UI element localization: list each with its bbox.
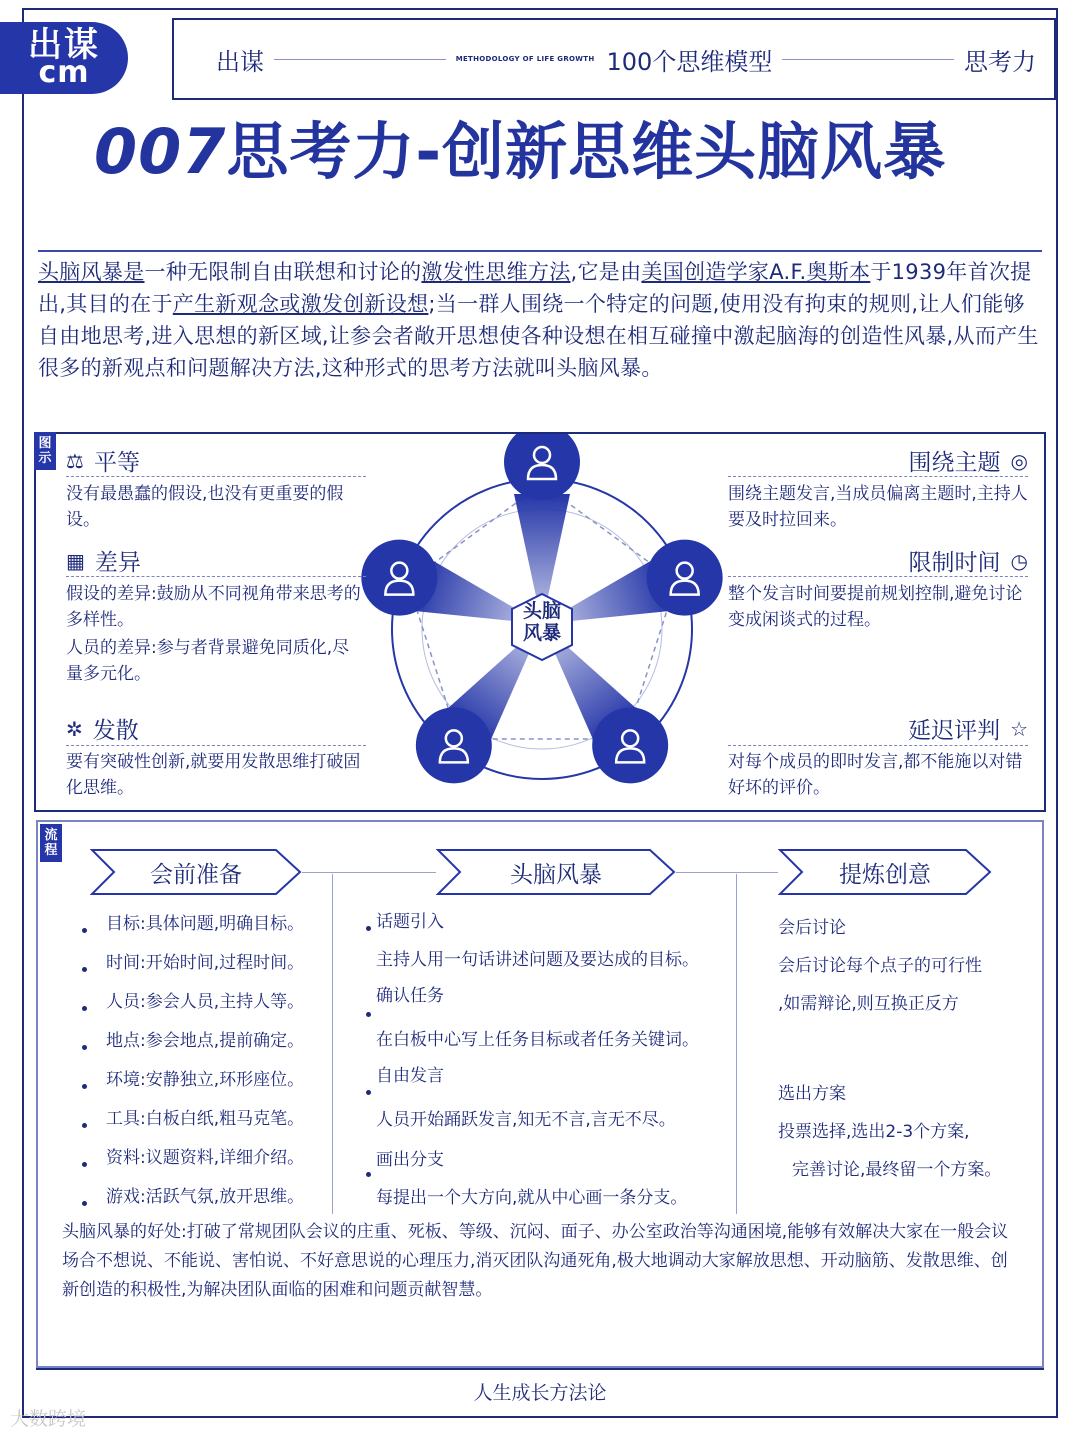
feature-divergence: ✲ 发散 要有突破性创新,就要用发散思维打破固化思维。 (66, 716, 361, 798)
person-node-icon (504, 434, 580, 500)
list-item: 时间:开始时间,过程时间。 (106, 953, 305, 973)
header-left: 出谋 (216, 47, 264, 76)
page-title: 007思考力-创新思维头脑风暴 (94, 115, 947, 188)
center-label: 头脑 风暴 (522, 600, 561, 644)
bullet-dot (82, 1123, 87, 1128)
column-divider (332, 874, 333, 1214)
bullet-dot (366, 1172, 371, 1177)
step-head: 画出分支 (376, 1150, 444, 1170)
scale-icon: ⚖ (66, 448, 84, 473)
list-item: 环境:安静独立,环形座位。 (106, 1070, 305, 1090)
brand-logo: 出谋 cm (0, 22, 128, 94)
step-body: 每提出一个大方向,就从中心画一条分支。 (376, 1188, 688, 1208)
person-node-icon (361, 540, 437, 616)
bullet-dot (82, 928, 87, 933)
intro-paragraph: 头脑风暴是一种无限制自由联想和讨论的激发性思维方法,它是由美国创造学家A.F.奥斯本于1939年首次提出,其目的在于产生新观念或激发创新设想;当一群人围绕一个特定的问题,使用没有拘束的规则,让人们能够自由地思考,进入思想的新区域,让参会者敞开思想使各种设想在相互碰撞中激起脑海的创造性风暴,从而产生很多的新观点和问题解决方法,这种形式的思考方法就叫头脑风暴。 (38, 260, 1039, 380)
bullet-dot (82, 1006, 87, 1011)
bullet-dot (82, 1201, 87, 1206)
target-icon: ◎ (1010, 448, 1028, 473)
bullet-dot (366, 926, 371, 931)
star-icon: ☆ (1010, 716, 1028, 741)
divider-dash (66, 576, 366, 577)
list-item: 游戏:活跃气氛,放开思维。 (106, 1187, 305, 1207)
divider-dash (66, 476, 366, 477)
list-item: 人员:参会人员,主持人等。 (106, 992, 305, 1012)
process-tag: 流程 (40, 824, 62, 862)
benefit-paragraph: 头脑风暴的好处:打破了常规团队会议的庄重、死板、等级、沉闷、面子、办公室政治等沟通困境,能够有效解决大家在一般会议场合不想说、不能说、害怕说、不好意思说的心理压力,消灭团队沟通死角,极大地调动大家解放思想、开动脑筋、发散思维、创新创造的积极性,为解决团队面临的困难和问题贡献智慧。 (62, 1222, 1009, 1300)
header-divider (274, 59, 446, 60)
grid-icon: ▦ (66, 548, 85, 573)
stage-refine: 提炼创意 (778, 848, 992, 896)
stage-brainstorm: 头脑风暴 (436, 848, 676, 896)
person-node-icon (592, 707, 668, 783)
step-head: 自由发言 (376, 1066, 444, 1086)
process-panel: 流程 会前准备 头脑风暴 提炼创意 目标:具体问题,明确目标。 时间:开始时间,过程时间。 人员:参会人员,主持人等。 地点:参会地点,提前确定。 环境:安静独立,环形座位。 工具:白板白纸,粗马克笔。 资料:议题资料,详细介绍。 游戏:活跃气氛,放开思维。 话题引入 主持人用一句话讲述问题及要达成的目标。 确认任务 在白板中心写上任务目标或者任务关键词。 自由发言 人员开始踊跃发言,知无不言,言无不尽。 画出分支 每提出一个大方向,就从中心画一条分支。 会后讨论 会后讨论每个点子的可行性 ,如需辩论,则互换正反方 选出方案 投票选择,选出2-3个方案, 完善讨论,最终留一个方案。 (36, 820, 1044, 1368)
feature-defer: 延迟评判 ☆ 对每个成员的即时发言,都不能施以对错好坏的评价。 (728, 716, 1028, 798)
header-bar (172, 18, 1056, 100)
bullet-dot (82, 1045, 87, 1050)
feature-time: 限制时间 ◷ 整个发言时间要提前规划控制,避免讨论变成闲谈式的过程。 (728, 548, 1028, 630)
feature-topic: 围绕主题 ◎ 围绕主题发言,当成员偏离主题时,主持人要及时拉回来。 (728, 448, 1028, 530)
stage-connector (676, 872, 778, 873)
column-divider (736, 874, 737, 1214)
clock-icon: ◷ (1010, 548, 1028, 573)
header-right: 思考力 (964, 47, 1037, 76)
stage-connector (302, 872, 436, 873)
divider-dash (728, 745, 1028, 746)
list-item: 目标:具体问题,明确目标。 (106, 914, 305, 934)
divider-dash (728, 476, 1028, 477)
feature-diversity: ▦ 差异 假设的差异:鼓励从不同视角带来思考的多样性。 人员的差异:参与者背景避免同质化,尽量多元化。 (66, 548, 361, 684)
watermark: 大数跨境 (10, 1408, 87, 1430)
step-head: 话题引入 (376, 912, 444, 932)
step-head: 确认任务 (376, 986, 444, 1006)
step-body: 人员开始踊跃发言,知无不言,言无不尽。 (376, 1110, 676, 1130)
list-item: 资料:议题资料,详细介绍。 (106, 1148, 305, 1168)
divider-dash (66, 745, 366, 746)
person-node-icon (416, 707, 492, 783)
title-underline (38, 250, 1042, 252)
diagram-tag: 图示 (34, 432, 56, 470)
bullet-dot (366, 1090, 371, 1095)
step-body: 在白板中心写上任务目标或者任务关键词。 (376, 1030, 699, 1050)
header-tag: METHODOLOGY OF LIFE GROWTH (455, 55, 595, 63)
diagram-panel (34, 432, 1046, 812)
bullet-dot (82, 1084, 87, 1089)
bullet-dot (82, 967, 87, 972)
list-item: 地点:参会地点,提前确定。 (106, 1031, 305, 1051)
header-divider (782, 59, 954, 60)
footer-divider (36, 1368, 1044, 1370)
diverge-icon: ✲ (66, 716, 83, 741)
feature-equality: ⚖ 平等 没有最愚蠢的假设,也没有更重要的假设。 (66, 448, 344, 530)
bullet-dot (366, 1012, 371, 1017)
list-item: 工具:白板白纸,粗马克笔。 (106, 1109, 305, 1129)
header-center: 100个思维模型 (606, 47, 773, 76)
step-body: 主持人用一句话讲述问题及要达成的目标。 (376, 950, 699, 970)
divider-dash (728, 576, 1028, 577)
bullet-dot (82, 1162, 87, 1167)
person-node-icon (647, 540, 723, 616)
stage-prepare: 会前准备 (90, 848, 302, 896)
footer-label: 人生成长方法论 (473, 1382, 607, 1404)
